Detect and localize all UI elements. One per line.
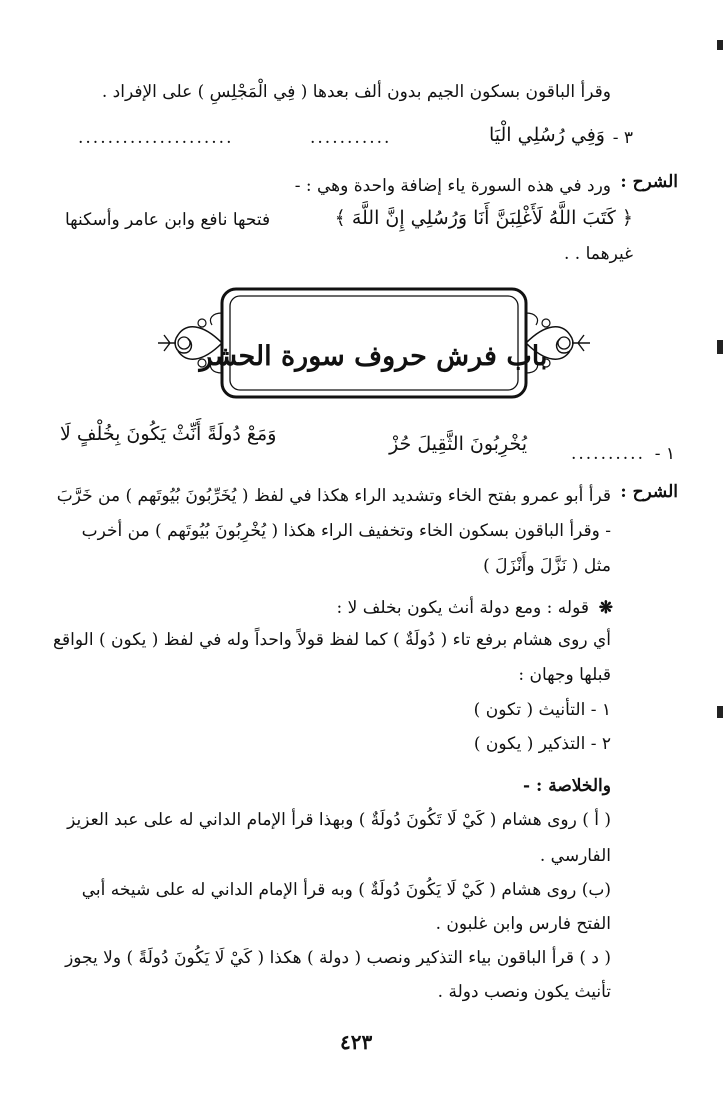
edge-mark-bottom (717, 706, 723, 718)
edge-mark-middle (717, 340, 723, 354)
sharh1-line-3: غيرهما . . (564, 244, 633, 264)
verse-1-dots: .......... (570, 444, 645, 464)
verse-3-dots-b: ..................... (78, 128, 234, 148)
sharh2-line-1: قرأ أبو عمرو بفتح الخاء وتشديد الراء هكذا في لفظ ( يُخَرِّبُونَ بُيُوتَهم ) من خَرَّبَ (56, 486, 611, 506)
khulasa-b-line-1: (ب) روى هشام ( كَيْ لَا يَكُونَ دُولَةٌ ) وبه قرأ الإمام الداني له على شيخه أبي (81, 880, 611, 900)
khulasa-a-line-2: الفارسي . (539, 846, 611, 866)
verse-3-number: ٣ - (612, 128, 633, 148)
khulasa-a-line-1: ( أ ) روى هشام ( كَيْ لَا تَكُونَ دُولَةٌ ) وبهذا قرأ الإمام الداني له على عبد العزيز (67, 810, 611, 830)
verse-1-number: ١ - (654, 444, 675, 464)
top-line-1: وقرأ الباقون بسكون الجيم بدون ألف بعدها ( فِي الْمَجْلِسِ ) على الإفراد . (101, 82, 611, 102)
verse-3-text: وَفِي رُسُلِي الْيَا (489, 124, 605, 146)
sharh2-line-3: مثل ( نَزَّلَ وأَنْزَلَ ) (483, 556, 611, 576)
page-number: ٤٢٣ (340, 1030, 373, 1054)
qawluhu-item-2: ٢ - التذكير ( يكون ) (473, 734, 611, 754)
sharh1-line-2-tail: فتحها نافع وابن عامر وأسكنها (65, 210, 271, 230)
sharh1-line-1: ورد في هذه السورة ياء إضافة واحدة وهي : - (294, 176, 611, 196)
qawluhu-item-1: ١ - التأنيث ( تكون ) (473, 700, 611, 720)
sharh1-quran: ﴿ كَتَبَ اللَّهُ لَأَغْلِبَنَّ أَنَا وَرُسُلِي إِنَّ اللَّهَ ﴾ (334, 207, 633, 229)
khulasa-d-line-1: ( د ) قرأ الباقون بياء التذكير ونصب ( دولة ) هكذا ( كَيْ لَا يَكُونَ دُولَةً ) ولا يجوز (65, 948, 611, 968)
khulasa-b-line-2: الفتح فارس وابن غلبون . (435, 914, 611, 934)
verse-1-part-1: يُخْرِبُونَ الثَّقِيلَ حُزْ (389, 433, 527, 455)
khulasa-d-line-2: تأنيث يكون ونصب دولة . (437, 982, 611, 1002)
verse-1-part-2: وَمَعْ دُولَةً أَنِّثْ يَكُونَ بِخُلْفٍ لَا (60, 423, 277, 445)
sharh-label-2: الشرح : (620, 482, 678, 502)
qawluhu-line-2: قبلها وجهان : (518, 665, 611, 685)
edge-mark-top (717, 40, 723, 50)
sharh2-line-2: - وقرأ الباقون بسكون الخاء وتخفيف الراء هكذا ( يُخْرِبُونَ بُيُوتَهم ) من أخرب (81, 521, 611, 541)
khulasa-heading: والخلاصة : - (523, 776, 611, 796)
sharh-label-1: الشرح : (620, 172, 678, 192)
qawluhu-line-1: أي روى هشام برفع تاء ( دُولَةٌ ) كما لفظ قولاً واحداً وله في لفظ ( يكون ) الواقع (52, 630, 611, 650)
star-icon: ❋ (598, 598, 613, 618)
chapter-title: باب فرش حروف سورة الحشر (199, 340, 548, 372)
qawluhu-heading: قوله : ومع دولة أنث يكون بخلف لا : (336, 598, 589, 618)
verse-3-dots-a: ........... (310, 128, 392, 148)
